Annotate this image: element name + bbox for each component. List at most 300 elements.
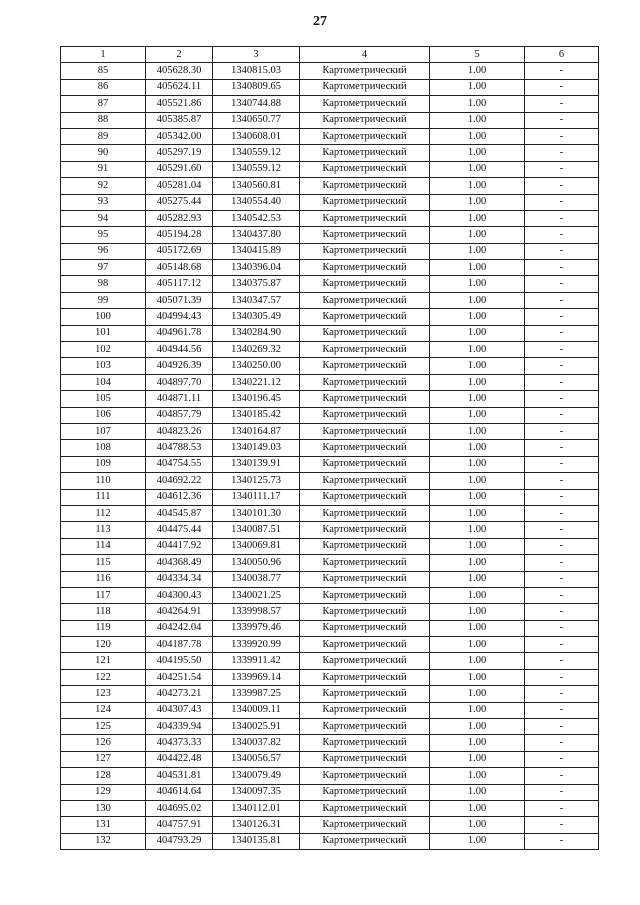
x-coordinate-cell: 404871.11 bbox=[146, 391, 213, 407]
accuracy-cell: 1.00 bbox=[430, 96, 525, 112]
method-cell: Картометрический bbox=[300, 702, 430, 718]
description-cell: - bbox=[525, 768, 599, 784]
table-row bbox=[61, 178, 599, 194]
x-coordinate-cell: 404788.53 bbox=[146, 440, 213, 456]
method-cell: Картометрический bbox=[300, 161, 430, 177]
point-number-cell: 128 bbox=[61, 768, 146, 784]
point-number-cell: 119 bbox=[61, 620, 146, 636]
table-row bbox=[61, 784, 599, 800]
accuracy-cell: 1.00 bbox=[430, 653, 525, 669]
accuracy-cell: 1.00 bbox=[430, 128, 525, 144]
y-coordinate-cell: 1339911.42 bbox=[213, 653, 300, 669]
x-coordinate-cell: 404368.49 bbox=[146, 555, 213, 571]
x-coordinate-cell: 404422.48 bbox=[146, 751, 213, 767]
point-number-cell: 106 bbox=[61, 407, 146, 423]
description-cell: - bbox=[525, 833, 599, 849]
column-header-2: 2 bbox=[146, 47, 213, 63]
description-cell: - bbox=[525, 522, 599, 538]
method-cell: Картометрический bbox=[300, 505, 430, 521]
method-cell: Картометрический bbox=[300, 145, 430, 161]
y-coordinate-cell: 1340269.32 bbox=[213, 342, 300, 358]
table-row bbox=[61, 833, 599, 849]
y-coordinate-cell: 1340164.87 bbox=[213, 423, 300, 439]
x-coordinate-cell: 404373.33 bbox=[146, 735, 213, 751]
accuracy-cell: 1.00 bbox=[430, 751, 525, 767]
point-number-cell: 97 bbox=[61, 260, 146, 276]
description-cell: - bbox=[525, 587, 599, 603]
point-number-cell: 92 bbox=[61, 178, 146, 194]
accuracy-cell: 1.00 bbox=[430, 210, 525, 226]
accuracy-cell: 1.00 bbox=[430, 194, 525, 210]
y-coordinate-cell: 1340079.49 bbox=[213, 768, 300, 784]
y-coordinate-cell: 1340559.12 bbox=[213, 161, 300, 177]
description-cell: - bbox=[525, 292, 599, 308]
accuracy-cell: 1.00 bbox=[430, 620, 525, 636]
table-row bbox=[61, 604, 599, 620]
description-cell: - bbox=[525, 161, 599, 177]
y-coordinate-cell: 1340037.82 bbox=[213, 735, 300, 751]
x-coordinate-cell: 404251.54 bbox=[146, 669, 213, 685]
accuracy-cell: 1.00 bbox=[430, 145, 525, 161]
x-coordinate-cell: 404754.55 bbox=[146, 456, 213, 472]
accuracy-cell: 1.00 bbox=[430, 292, 525, 308]
point-number-cell: 90 bbox=[61, 145, 146, 161]
description-cell: - bbox=[525, 686, 599, 702]
method-cell: Картометрический bbox=[300, 817, 430, 833]
accuracy-cell: 1.00 bbox=[430, 112, 525, 128]
x-coordinate-cell: 404273.21 bbox=[146, 686, 213, 702]
point-number-cell: 102 bbox=[61, 342, 146, 358]
description-cell: - bbox=[525, 63, 599, 79]
table-row bbox=[61, 800, 599, 816]
description-cell: - bbox=[525, 358, 599, 374]
description-cell: - bbox=[525, 440, 599, 456]
table-row bbox=[61, 292, 599, 308]
accuracy-cell: 1.00 bbox=[430, 604, 525, 620]
y-coordinate-cell: 1339979.46 bbox=[213, 620, 300, 636]
point-number-cell: 99 bbox=[61, 292, 146, 308]
point-number-cell: 96 bbox=[61, 243, 146, 259]
y-coordinate-cell: 1340126.31 bbox=[213, 817, 300, 833]
description-cell: - bbox=[525, 538, 599, 554]
table-row bbox=[61, 342, 599, 358]
description-cell: - bbox=[525, 260, 599, 276]
description-cell: - bbox=[525, 178, 599, 194]
table-row bbox=[61, 243, 599, 259]
method-cell: Картометрический bbox=[300, 260, 430, 276]
y-coordinate-cell: 1340025.91 bbox=[213, 719, 300, 735]
method-cell: Картометрический bbox=[300, 669, 430, 685]
table-header-row bbox=[61, 47, 599, 63]
point-number-cell: 114 bbox=[61, 538, 146, 554]
method-cell: Картометрический bbox=[300, 79, 430, 95]
point-number-cell: 98 bbox=[61, 276, 146, 292]
point-number-cell: 126 bbox=[61, 735, 146, 751]
accuracy-cell: 1.00 bbox=[430, 669, 525, 685]
description-cell: - bbox=[525, 243, 599, 259]
table-row bbox=[61, 325, 599, 341]
table-row bbox=[61, 620, 599, 636]
method-cell: Картометрический bbox=[300, 489, 430, 505]
method-cell: Картометрический bbox=[300, 456, 430, 472]
accuracy-cell: 1.00 bbox=[430, 768, 525, 784]
table-row bbox=[61, 407, 599, 423]
accuracy-cell: 1.00 bbox=[430, 522, 525, 538]
point-number-cell: 94 bbox=[61, 210, 146, 226]
y-coordinate-cell: 1340809.65 bbox=[213, 79, 300, 95]
x-coordinate-cell: 405628.30 bbox=[146, 63, 213, 79]
description-cell: - bbox=[525, 112, 599, 128]
x-coordinate-cell: 404339.94 bbox=[146, 719, 213, 735]
accuracy-cell: 1.00 bbox=[430, 833, 525, 849]
y-coordinate-cell: 1340097.35 bbox=[213, 784, 300, 800]
y-coordinate-cell: 1340056.57 bbox=[213, 751, 300, 767]
method-cell: Картометрический bbox=[300, 178, 430, 194]
accuracy-cell: 1.00 bbox=[430, 260, 525, 276]
y-coordinate-cell: 1340375.87 bbox=[213, 276, 300, 292]
description-cell: - bbox=[525, 604, 599, 620]
x-coordinate-cell: 405071.39 bbox=[146, 292, 213, 308]
table-row bbox=[61, 440, 599, 456]
method-cell: Картометрический bbox=[300, 358, 430, 374]
description-cell: - bbox=[525, 145, 599, 161]
accuracy-cell: 1.00 bbox=[430, 473, 525, 489]
table-row bbox=[61, 309, 599, 325]
table-row bbox=[61, 194, 599, 210]
accuracy-cell: 1.00 bbox=[430, 719, 525, 735]
point-number-cell: 104 bbox=[61, 374, 146, 390]
column-header-4: 4 bbox=[300, 47, 430, 63]
y-coordinate-cell: 1340815.03 bbox=[213, 63, 300, 79]
table-row bbox=[61, 735, 599, 751]
point-number-cell: 108 bbox=[61, 440, 146, 456]
method-cell: Картометрический bbox=[300, 292, 430, 308]
description-cell: - bbox=[525, 79, 599, 95]
point-number-cell: 87 bbox=[61, 96, 146, 112]
description-cell: - bbox=[525, 784, 599, 800]
x-coordinate-cell: 404897.70 bbox=[146, 374, 213, 390]
accuracy-cell: 1.00 bbox=[430, 227, 525, 243]
point-number-cell: 130 bbox=[61, 800, 146, 816]
point-number-cell: 110 bbox=[61, 473, 146, 489]
point-number-cell: 93 bbox=[61, 194, 146, 210]
accuracy-cell: 1.00 bbox=[430, 489, 525, 505]
y-coordinate-cell: 1339998.57 bbox=[213, 604, 300, 620]
accuracy-cell: 1.00 bbox=[430, 538, 525, 554]
point-number-cell: 85 bbox=[61, 63, 146, 79]
x-coordinate-cell: 404857.79 bbox=[146, 407, 213, 423]
y-coordinate-cell: 1340087.51 bbox=[213, 522, 300, 538]
accuracy-cell: 1.00 bbox=[430, 243, 525, 259]
table-row bbox=[61, 374, 599, 390]
point-number-cell: 132 bbox=[61, 833, 146, 849]
column-header-3: 3 bbox=[213, 47, 300, 63]
point-number-cell: 125 bbox=[61, 719, 146, 735]
y-coordinate-cell: 1340009.11 bbox=[213, 702, 300, 718]
method-cell: Картометрический bbox=[300, 128, 430, 144]
x-coordinate-cell: 405282.93 bbox=[146, 210, 213, 226]
method-cell: Картометрический bbox=[300, 63, 430, 79]
method-cell: Картометрический bbox=[300, 342, 430, 358]
x-coordinate-cell: 405281.04 bbox=[146, 178, 213, 194]
x-coordinate-cell: 404757.91 bbox=[146, 817, 213, 833]
method-cell: Картометрический bbox=[300, 620, 430, 636]
table-row bbox=[61, 751, 599, 767]
y-coordinate-cell: 1340221.12 bbox=[213, 374, 300, 390]
method-cell: Картометрический bbox=[300, 309, 430, 325]
x-coordinate-cell: 405624.11 bbox=[146, 79, 213, 95]
accuracy-cell: 1.00 bbox=[430, 555, 525, 571]
point-number-cell: 101 bbox=[61, 325, 146, 341]
description-cell: - bbox=[525, 719, 599, 735]
y-coordinate-cell: 1340559.12 bbox=[213, 145, 300, 161]
table-row bbox=[61, 456, 599, 472]
x-coordinate-cell: 405385.87 bbox=[146, 112, 213, 128]
method-cell: Картометрический bbox=[300, 473, 430, 489]
accuracy-cell: 1.00 bbox=[430, 276, 525, 292]
y-coordinate-cell: 1340038.77 bbox=[213, 571, 300, 587]
y-coordinate-cell: 1340149.03 bbox=[213, 440, 300, 456]
x-coordinate-cell: 405117.12 bbox=[146, 276, 213, 292]
table-row bbox=[61, 522, 599, 538]
x-coordinate-cell: 404334.34 bbox=[146, 571, 213, 587]
y-coordinate-cell: 1340196.45 bbox=[213, 391, 300, 407]
table-row bbox=[61, 686, 599, 702]
table-row bbox=[61, 489, 599, 505]
method-cell: Картометрический bbox=[300, 112, 430, 128]
x-coordinate-cell: 404300.43 bbox=[146, 587, 213, 603]
x-coordinate-cell: 404692.22 bbox=[146, 473, 213, 489]
description-cell: - bbox=[525, 669, 599, 685]
table-row bbox=[61, 63, 599, 79]
method-cell: Картометрический bbox=[300, 276, 430, 292]
column-header-6: 6 bbox=[525, 47, 599, 63]
method-cell: Картометрический bbox=[300, 555, 430, 571]
x-coordinate-cell: 404195.50 bbox=[146, 653, 213, 669]
method-cell: Картометрический bbox=[300, 800, 430, 816]
description-cell: - bbox=[525, 276, 599, 292]
description-cell: - bbox=[525, 620, 599, 636]
method-cell: Картометрический bbox=[300, 735, 430, 751]
y-coordinate-cell: 1340560.81 bbox=[213, 178, 300, 194]
point-number-cell: 111 bbox=[61, 489, 146, 505]
y-coordinate-cell: 1340250.00 bbox=[213, 358, 300, 374]
table-row bbox=[61, 505, 599, 521]
coordinates-table bbox=[60, 46, 599, 850]
table-row bbox=[61, 653, 599, 669]
accuracy-cell: 1.00 bbox=[430, 423, 525, 439]
point-number-cell: 120 bbox=[61, 637, 146, 653]
description-cell: - bbox=[525, 637, 599, 653]
table-row bbox=[61, 637, 599, 653]
accuracy-cell: 1.00 bbox=[430, 587, 525, 603]
description-cell: - bbox=[525, 800, 599, 816]
method-cell: Картометрический bbox=[300, 374, 430, 390]
method-cell: Картометрический bbox=[300, 653, 430, 669]
table-row bbox=[61, 571, 599, 587]
accuracy-cell: 1.00 bbox=[430, 391, 525, 407]
y-coordinate-cell: 1340347.57 bbox=[213, 292, 300, 308]
method-cell: Картометрический bbox=[300, 522, 430, 538]
table-row bbox=[61, 145, 599, 161]
method-cell: Картометрический bbox=[300, 440, 430, 456]
x-coordinate-cell: 404961.78 bbox=[146, 325, 213, 341]
x-coordinate-cell: 404307.43 bbox=[146, 702, 213, 718]
x-coordinate-cell: 404926.39 bbox=[146, 358, 213, 374]
method-cell: Картометрический bbox=[300, 391, 430, 407]
table-row bbox=[61, 79, 599, 95]
accuracy-cell: 1.00 bbox=[430, 817, 525, 833]
accuracy-cell: 1.00 bbox=[430, 784, 525, 800]
table-row bbox=[61, 96, 599, 112]
table-row bbox=[61, 260, 599, 276]
method-cell: Картометрический bbox=[300, 538, 430, 554]
point-number-cell: 100 bbox=[61, 309, 146, 325]
table-row bbox=[61, 391, 599, 407]
description-cell: - bbox=[525, 735, 599, 751]
point-number-cell: 122 bbox=[61, 669, 146, 685]
description-cell: - bbox=[525, 702, 599, 718]
x-coordinate-cell: 404994.43 bbox=[146, 309, 213, 325]
method-cell: Картометрический bbox=[300, 227, 430, 243]
x-coordinate-cell: 405275.44 bbox=[146, 194, 213, 210]
table-row bbox=[61, 538, 599, 554]
description-cell: - bbox=[525, 391, 599, 407]
x-coordinate-cell: 405297.19 bbox=[146, 145, 213, 161]
point-number-cell: 89 bbox=[61, 128, 146, 144]
x-coordinate-cell: 404475.44 bbox=[146, 522, 213, 538]
x-coordinate-cell: 404793.29 bbox=[146, 833, 213, 849]
y-coordinate-cell: 1339920.99 bbox=[213, 637, 300, 653]
x-coordinate-cell: 404417.92 bbox=[146, 538, 213, 554]
description-cell: - bbox=[525, 817, 599, 833]
description-cell: - bbox=[525, 194, 599, 210]
y-coordinate-cell: 1340608.01 bbox=[213, 128, 300, 144]
table-row bbox=[61, 473, 599, 489]
description-cell: - bbox=[525, 456, 599, 472]
point-number-cell: 115 bbox=[61, 555, 146, 571]
accuracy-cell: 1.00 bbox=[430, 79, 525, 95]
method-cell: Картометрический bbox=[300, 719, 430, 735]
description-cell: - bbox=[525, 473, 599, 489]
x-coordinate-cell: 404614.64 bbox=[146, 784, 213, 800]
y-coordinate-cell: 1340396.04 bbox=[213, 260, 300, 276]
table-row bbox=[61, 555, 599, 571]
method-cell: Картометрический bbox=[300, 243, 430, 259]
method-cell: Картометрический bbox=[300, 210, 430, 226]
y-coordinate-cell: 1340069.81 bbox=[213, 538, 300, 554]
table-row bbox=[61, 719, 599, 735]
y-coordinate-cell: 1340139.91 bbox=[213, 456, 300, 472]
point-number-cell: 118 bbox=[61, 604, 146, 620]
description-cell: - bbox=[525, 210, 599, 226]
description-cell: - bbox=[525, 653, 599, 669]
method-cell: Картометрический bbox=[300, 751, 430, 767]
description-cell: - bbox=[525, 342, 599, 358]
point-number-cell: 121 bbox=[61, 653, 146, 669]
x-coordinate-cell: 404695.02 bbox=[146, 800, 213, 816]
description-cell: - bbox=[525, 374, 599, 390]
accuracy-cell: 1.00 bbox=[430, 342, 525, 358]
y-coordinate-cell: 1340542.53 bbox=[213, 210, 300, 226]
accuracy-cell: 1.00 bbox=[430, 800, 525, 816]
table-row bbox=[61, 128, 599, 144]
x-coordinate-cell: 405342.00 bbox=[146, 128, 213, 144]
method-cell: Картометрический bbox=[300, 407, 430, 423]
accuracy-cell: 1.00 bbox=[430, 63, 525, 79]
accuracy-cell: 1.00 bbox=[430, 358, 525, 374]
accuracy-cell: 1.00 bbox=[430, 456, 525, 472]
y-coordinate-cell: 1340554.40 bbox=[213, 194, 300, 210]
x-coordinate-cell: 405521.86 bbox=[146, 96, 213, 112]
y-coordinate-cell: 1340650.77 bbox=[213, 112, 300, 128]
point-number-cell: 129 bbox=[61, 784, 146, 800]
x-coordinate-cell: 404612.36 bbox=[146, 489, 213, 505]
table-row bbox=[61, 358, 599, 374]
method-cell: Картометрический bbox=[300, 571, 430, 587]
point-number-cell: 105 bbox=[61, 391, 146, 407]
x-coordinate-cell: 404531.81 bbox=[146, 768, 213, 784]
method-cell: Картометрический bbox=[300, 784, 430, 800]
x-coordinate-cell: 404264.91 bbox=[146, 604, 213, 620]
x-coordinate-cell: 405172.69 bbox=[146, 243, 213, 259]
x-coordinate-cell: 404242.04 bbox=[146, 620, 213, 636]
point-number-cell: 113 bbox=[61, 522, 146, 538]
accuracy-cell: 1.00 bbox=[430, 505, 525, 521]
page-number: 27 bbox=[313, 14, 327, 29]
point-number-cell: 107 bbox=[61, 423, 146, 439]
method-cell: Картометрический bbox=[300, 686, 430, 702]
description-cell: - bbox=[525, 751, 599, 767]
description-cell: - bbox=[525, 96, 599, 112]
y-coordinate-cell: 1340111.17 bbox=[213, 489, 300, 505]
y-coordinate-cell: 1340284.90 bbox=[213, 325, 300, 341]
y-coordinate-cell: 1339969.14 bbox=[213, 669, 300, 685]
point-number-cell: 131 bbox=[61, 817, 146, 833]
description-cell: - bbox=[525, 325, 599, 341]
y-coordinate-cell: 1340101.30 bbox=[213, 505, 300, 521]
y-coordinate-cell: 1340112.01 bbox=[213, 800, 300, 816]
point-number-cell: 117 bbox=[61, 587, 146, 603]
accuracy-cell: 1.00 bbox=[430, 407, 525, 423]
point-number-cell: 109 bbox=[61, 456, 146, 472]
table-row bbox=[61, 276, 599, 292]
table-row bbox=[61, 702, 599, 718]
x-coordinate-cell: 405291.60 bbox=[146, 161, 213, 177]
y-coordinate-cell: 1339987.25 bbox=[213, 686, 300, 702]
method-cell: Картометрический bbox=[300, 587, 430, 603]
column-header-1: 1 bbox=[61, 47, 146, 63]
x-coordinate-cell: 404545.87 bbox=[146, 505, 213, 521]
y-coordinate-cell: 1340125.73 bbox=[213, 473, 300, 489]
table-row bbox=[61, 423, 599, 439]
description-cell: - bbox=[525, 423, 599, 439]
table-row bbox=[61, 669, 599, 685]
y-coordinate-cell: 1340050.96 bbox=[213, 555, 300, 571]
description-cell: - bbox=[525, 309, 599, 325]
point-number-cell: 95 bbox=[61, 227, 146, 243]
description-cell: - bbox=[525, 555, 599, 571]
table-row bbox=[61, 210, 599, 226]
column-header-5: 5 bbox=[430, 47, 525, 63]
method-cell: Картометрический bbox=[300, 604, 430, 620]
description-cell: - bbox=[525, 571, 599, 587]
accuracy-cell: 1.00 bbox=[430, 161, 525, 177]
table-row bbox=[61, 817, 599, 833]
description-cell: - bbox=[525, 128, 599, 144]
accuracy-cell: 1.00 bbox=[430, 325, 525, 341]
description-cell: - bbox=[525, 489, 599, 505]
